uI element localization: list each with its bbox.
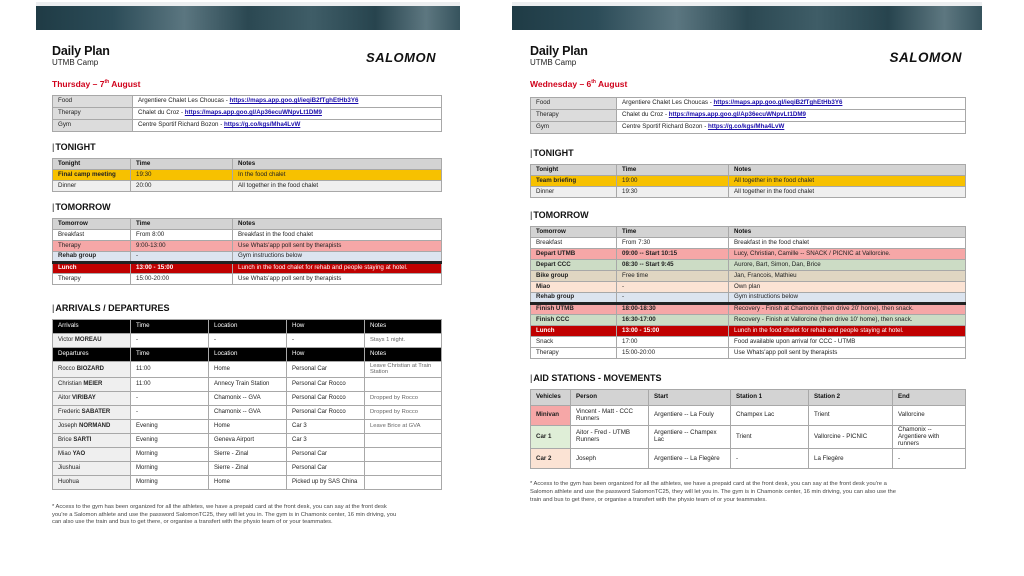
schedule-row	[53, 252, 442, 263]
notes-cell	[365, 433, 442, 447]
last-name: SABATER	[81, 408, 111, 415]
column-header: End	[893, 390, 966, 406]
section-title-tomorrow: | TOMORROW	[530, 210, 982, 220]
location-name: Chalet du Croz -	[622, 111, 669, 119]
first-name: Rocco	[58, 366, 77, 373]
column-header: Notes	[729, 165, 966, 176]
schedule-row	[531, 304, 966, 315]
column-header: Time	[617, 165, 729, 176]
map-link[interactable]: https://maps.app.goo.gl/ieqiB2fTghEtHb3Y6	[229, 97, 359, 105]
location-value	[617, 98, 966, 110]
location-value	[133, 96, 442, 108]
notes-cell: Recovery - Finish at Vallorcine (then drive 10' home), then snack.	[729, 315, 966, 326]
schedule-row	[531, 282, 966, 293]
activity-cell: Therapy	[53, 274, 131, 285]
end-cell: Chamonix -- Argentiere with runners	[893, 426, 966, 449]
location-value	[133, 108, 442, 120]
date-suffix: th	[591, 79, 596, 86]
person-row	[53, 419, 442, 433]
vehicle-cell: Car 2	[531, 449, 571, 469]
time-cell: Evening	[131, 419, 209, 433]
column-header: Notes	[233, 159, 442, 170]
location-row	[53, 96, 442, 108]
page-subtitle: UTMB Camp	[52, 58, 99, 67]
notes-cell: All together in the food chalet	[233, 181, 442, 192]
tomorrow-table	[52, 218, 442, 285]
column-header: Time	[131, 348, 209, 362]
first-name: Joseph	[58, 422, 80, 429]
how-cell: Personal Car Rocco	[287, 377, 365, 391]
salomon-logo: SALOMON	[889, 50, 962, 65]
location-label: Gym	[53, 120, 133, 132]
schedule-row	[53, 170, 442, 181]
time-cell: 19:30	[131, 170, 233, 181]
how-cell: Personal Car	[287, 461, 365, 475]
how-cell: Personal Car	[287, 447, 365, 461]
time-cell: 15:00-20:00	[131, 274, 233, 285]
location-label: Food	[53, 96, 133, 108]
person-name	[53, 362, 131, 378]
notes-cell: Food available upon arrival for CCC - UTMB	[729, 337, 966, 348]
location-value	[617, 110, 966, 122]
column-header: Time	[131, 219, 233, 230]
tonight-table	[52, 158, 442, 192]
time-cell: -	[617, 293, 729, 304]
last-name: VIRIBAY	[72, 394, 96, 401]
column-header: Notes	[365, 348, 442, 362]
activity-cell: Snack	[531, 337, 617, 348]
first-name: Brice	[58, 436, 74, 443]
time-cell: 9:00-13:00	[131, 241, 233, 252]
how-cell: Picked up by SAS China	[287, 475, 365, 489]
location-cell: Chamonix -- GVA	[209, 405, 287, 419]
schedule-row	[531, 260, 966, 271]
notes-cell: Lucy, Christian, Camille -- SNACK / PICNIC at Vallorcine.	[729, 249, 966, 260]
notes-cell: All together in the food chalet	[729, 176, 966, 187]
person-name	[53, 461, 131, 475]
activity-cell: Breakfast	[531, 238, 617, 249]
time-cell: 19:00	[617, 176, 729, 187]
person-name	[53, 447, 131, 461]
location-row	[531, 110, 966, 122]
location-cell: Home	[209, 475, 287, 489]
notes-cell: Recovery - Finish at Chamonix (then drive 20' home), then snack.	[729, 304, 966, 315]
page-date	[52, 79, 460, 89]
notes-cell: Dropped by Rocco	[365, 391, 442, 405]
schedule-row	[531, 238, 966, 249]
location-name: Argentiere Chalet Les Choucas -	[138, 97, 230, 105]
station2-cell: Trient	[809, 406, 893, 426]
location-row	[531, 98, 966, 110]
person-row	[53, 362, 442, 378]
activity-cell: Therapy	[53, 241, 131, 252]
person-row	[53, 334, 442, 348]
time-cell: -	[131, 252, 233, 263]
salomon-logo: SALOMON	[366, 50, 436, 65]
time-cell: 18:00-18:30	[617, 304, 729, 315]
tomorrow-table	[530, 226, 966, 359]
gym-access-footnote: * Access to the gym has been organized for all the athletes, we have a prepaid card at the front desk, you can say at the front desk you're a Salomon athlete and use the password SalomonTC25, they will let you in. The gym is in Chamonix center, 16 min driving, you can also use the train and bus to get there, or organise a transfert with the physio team of or your teammates.	[530, 481, 896, 504]
person-row	[53, 447, 442, 461]
notes-cell: In the food chalet	[233, 170, 442, 181]
location-value	[133, 120, 442, 132]
last-name: BIOZARD	[76, 366, 105, 373]
time-cell: -	[131, 405, 209, 419]
header-banner-image	[36, 2, 460, 30]
activity-cell: Depart UTMB	[531, 249, 617, 260]
column-header: Location	[209, 348, 287, 362]
person-name	[53, 475, 131, 489]
notes-cell: All together in the food chalet	[729, 187, 966, 198]
notes-cell: Use Whats'app poll sent by therapists	[233, 241, 442, 252]
column-header: How	[287, 320, 365, 334]
schedule-row	[531, 187, 966, 198]
schedule-row	[53, 181, 442, 192]
location-name: Argentiere Chalet Les Choucas -	[622, 99, 714, 107]
schedule-row	[531, 271, 966, 282]
schedule-row	[531, 348, 966, 359]
first-name: Aitor	[58, 394, 73, 401]
schedule-row	[53, 241, 442, 252]
notes-cell: Stays 1 night.	[365, 334, 442, 348]
locations-table	[52, 95, 442, 132]
column-header: Time	[131, 320, 209, 334]
vehicle-cell: Car 1	[531, 426, 571, 449]
schedule-row	[531, 337, 966, 348]
last-name: MOREAU	[74, 337, 102, 344]
station1-cell: -	[731, 449, 809, 469]
column-header: Tonight	[531, 165, 617, 176]
header-banner-image	[512, 2, 982, 30]
notes-cell: Gym instructions below	[729, 293, 966, 304]
column-header: Departures	[53, 348, 131, 362]
location-name: Centre Sportif Richard Bozon -	[622, 123, 708, 131]
start-cell: Argentiere -- La Flegère	[649, 449, 731, 469]
time-cell: 19:30	[617, 187, 729, 198]
column-header: Start	[649, 390, 731, 406]
first-name: Victor	[58, 337, 75, 344]
schedule-row	[53, 230, 442, 241]
daily-plan-page-thursday	[36, 0, 460, 576]
page-header	[36, 30, 460, 89]
vehicle-row	[531, 426, 966, 449]
notes-cell: Dropped by Rocco	[365, 405, 442, 419]
schedule-row	[531, 293, 966, 304]
activity-cell: Lunch	[531, 326, 617, 337]
time-cell: Morning	[131, 461, 209, 475]
person-row	[53, 377, 442, 391]
time-cell: 11:00	[131, 377, 209, 391]
notes-cell	[365, 461, 442, 475]
date-month: August	[596, 79, 628, 89]
map-link[interactable]: https://g.co/kgs/Mha4LvW	[707, 123, 785, 131]
how-cell: Car 3	[287, 419, 365, 433]
time-cell: Free time	[617, 271, 729, 282]
how-cell: Car 3	[287, 433, 365, 447]
last-name: MEIER	[83, 380, 103, 387]
time-cell: 15:00-20:00	[617, 348, 729, 359]
time-cell: From 7:30	[617, 238, 729, 249]
first-name: Miao	[58, 450, 73, 457]
vehicle-row	[531, 406, 966, 426]
time-cell: 13:00 - 15:00	[131, 263, 233, 274]
person-name	[53, 405, 131, 419]
activity-cell: Miao	[531, 282, 617, 293]
date-month: August	[109, 79, 141, 89]
location-cell: -	[209, 334, 287, 348]
column-header: Tonight	[53, 159, 131, 170]
map-link[interactable]: https://maps.app.goo.gl/Ap36ecuWNpvLt1DM9	[668, 111, 806, 119]
time-cell: 08:30 -- Start 9:45	[617, 260, 729, 271]
location-label: Therapy	[53, 108, 133, 120]
column-header: Station 1	[731, 390, 809, 406]
notes-cell	[365, 475, 442, 489]
column-header: Location	[209, 320, 287, 334]
time-cell: Evening	[131, 433, 209, 447]
column-header: Person	[571, 390, 649, 406]
section-title-tomorrow: | TOMORROW	[52, 202, 460, 212]
start-cell: Argentiere -- La Fouly	[649, 406, 731, 426]
time-cell: From 8:00	[131, 230, 233, 241]
notes-cell	[365, 447, 442, 461]
person-row	[53, 391, 442, 405]
activity-cell: Dinner	[531, 187, 617, 198]
notes-cell: Gym instructions below	[233, 252, 442, 263]
end-cell: -	[893, 449, 966, 469]
location-cell: Annecy Train Station	[209, 377, 287, 391]
last-name: YAO	[72, 450, 86, 457]
person-cell: Joseph	[571, 449, 649, 469]
vehicle-cell: Minivan	[531, 406, 571, 426]
section-header-row	[53, 348, 442, 362]
schedule-row	[531, 176, 966, 187]
daily-plan-page-wednesday	[512, 0, 982, 576]
station2-cell: La Flegère	[809, 449, 893, 469]
column-header: Station 2	[809, 390, 893, 406]
date-day: Wednesday – 6	[530, 79, 592, 89]
time-cell: -	[131, 334, 209, 348]
last-name: NORMAND	[79, 422, 111, 429]
schedule-row	[531, 326, 966, 337]
page-title: Daily Plan	[52, 44, 110, 58]
notes-cell: Aurore, Bart, Simon, Dan, Brice	[729, 260, 966, 271]
column-header: Tomorrow	[53, 219, 131, 230]
last-name: SARTI	[73, 436, 92, 443]
column-header: Tomorrow	[531, 227, 617, 238]
aid-stations-table	[530, 389, 966, 469]
end-cell: Vallorcine	[893, 406, 966, 426]
column-header: How	[287, 348, 365, 362]
location-row	[53, 108, 442, 120]
time-cell: 16:30-17:00	[617, 315, 729, 326]
activity-cell: Therapy	[531, 348, 617, 359]
location-cell: Geneva Airport	[209, 433, 287, 447]
person-name	[53, 433, 131, 447]
map-link[interactable]: https://maps.app.goo.gl/ieqiB2fTghEtHb3Y6	[713, 99, 843, 107]
notes-cell: Jan, Francois, Mathieu	[729, 271, 966, 282]
person-row	[53, 461, 442, 475]
location-cell: Sierre - Zinal	[209, 461, 287, 475]
activity-cell: Breakfast	[53, 230, 131, 241]
activity-cell: Rehab group	[531, 293, 617, 304]
notes-cell: Leave Christian at Train Station	[365, 362, 442, 378]
notes-cell: Use Whats'app poll sent by therapists	[233, 274, 442, 285]
location-value	[617, 122, 966, 134]
location-label: Therapy	[531, 110, 617, 122]
location-row	[53, 120, 442, 132]
locations-table	[530, 97, 966, 134]
time-cell: 20:00	[131, 181, 233, 192]
notes-cell: Lunch in the food chalet for rehab and people staying at hotel.	[729, 326, 966, 337]
section-title-aid-stations: | AID STATIONS - MOVEMENTS	[530, 373, 982, 383]
location-label: Food	[531, 98, 617, 110]
person-row	[53, 433, 442, 447]
person-row	[53, 475, 442, 489]
section-header-row	[53, 320, 442, 334]
how-cell: -	[287, 334, 365, 348]
time-cell: -	[131, 391, 209, 405]
person-name	[53, 391, 131, 405]
how-cell: Personal Car	[287, 362, 365, 378]
person-cell: Vincent - Matt - CCC Runners	[571, 406, 649, 426]
first-name: Frederic	[58, 408, 82, 415]
activity-cell: Bike group	[531, 271, 617, 282]
activity-cell: Finish UTMB	[531, 304, 617, 315]
map-link[interactable]: https://maps.app.goo.gl/Ap36ecuWNpvLt1DM9	[184, 109, 322, 117]
person-name	[53, 334, 131, 348]
date-day: Thursday – 7	[52, 79, 105, 89]
how-cell: Personal Car Rocco	[287, 405, 365, 419]
time-cell: Morning	[131, 447, 209, 461]
person-name	[53, 377, 131, 391]
page-subtitle: UTMB Camp	[530, 58, 577, 67]
start-cell: Argentiere -- Champex Lac	[649, 426, 731, 449]
notes-cell: Lunch in the food chalet for rehab and people staying at hotel.	[233, 263, 442, 274]
column-header: Notes	[365, 320, 442, 334]
time-cell: Morning	[131, 475, 209, 489]
section-title-tonight: | TONIGHT	[52, 142, 460, 152]
time-cell: -	[617, 282, 729, 293]
location-cell: Chamonix -- GVA	[209, 391, 287, 405]
page-title: Daily Plan	[530, 44, 588, 58]
activity-cell: Finish CCC	[531, 315, 617, 326]
column-header: Arrivals	[53, 320, 131, 334]
vehicle-row	[531, 449, 966, 469]
station1-cell: Trient	[731, 426, 809, 449]
location-cell: Sierre - Zinal	[209, 447, 287, 461]
how-cell: Personal Car Rocco	[287, 391, 365, 405]
activity-cell: Rehab group	[53, 252, 131, 263]
arrivals-departures-table	[52, 319, 442, 490]
first-name: Jiushuai	[58, 464, 81, 471]
time-cell: 13:00 - 15:00	[617, 326, 729, 337]
notes-cell: Breakfast in the food chalet	[233, 230, 442, 241]
first-name: Christian	[58, 380, 84, 387]
notes-cell: Use Whats'app poll sent by therapists	[729, 348, 966, 359]
activity-cell: Team briefing	[531, 176, 617, 187]
column-header: Time	[131, 159, 233, 170]
activity-cell: Final camp meeting	[53, 170, 131, 181]
column-header: Notes	[729, 227, 966, 238]
station2-cell: Vallorcine - PICNIC	[809, 426, 893, 449]
page-header	[512, 30, 982, 89]
column-header: Vehicles	[531, 390, 571, 406]
column-header: Notes	[233, 219, 442, 230]
location-cell: Home	[209, 362, 287, 378]
person-name	[53, 419, 131, 433]
schedule-row	[53, 274, 442, 285]
person-cell: Aitor - Fred - UTMB Runners	[571, 426, 649, 449]
activity-cell: Lunch	[53, 263, 131, 274]
location-row	[531, 122, 966, 134]
section-title-tonight: | TONIGHT	[530, 148, 982, 158]
activity-cell: Dinner	[53, 181, 131, 192]
tonight-table	[530, 164, 966, 198]
section-title-arrivals-departures: | ARRIVALS / DEPARTURES	[52, 303, 460, 313]
time-cell: 17:00	[617, 337, 729, 348]
location-label: Gym	[531, 122, 617, 134]
gym-access-footnote: * Access to the gym has been organized for all the athletes, we have a prepaid card at the front desk, you can say at the front desk you're a Salomon athlete and use the password SalomonTC25, they will let you in. The gym is in Chamonix center, 16 min driving, you can also use the train and bus to get there, or organise a transfert with the physio team of or your teammates.	[52, 503, 397, 526]
location-cell: Home	[209, 419, 287, 433]
map-link[interactable]: https://g.co/kgs/Mha4LvW	[223, 121, 301, 129]
activity-cell: Depart CCC	[531, 260, 617, 271]
notes-cell: Breakfast in the food chalet	[729, 238, 966, 249]
person-row	[53, 405, 442, 419]
location-name: Chalet du Croz -	[138, 109, 185, 117]
column-header: Time	[617, 227, 729, 238]
time-cell: 11:00	[131, 362, 209, 378]
notes-cell	[365, 377, 442, 391]
station1-cell: Champex Lac	[731, 406, 809, 426]
notes-cell: Own plan	[729, 282, 966, 293]
schedule-row	[531, 249, 966, 260]
schedule-row	[53, 263, 442, 274]
notes-cell: Leave Brice at GVA	[365, 419, 442, 433]
time-cell: 09:00 -- Start 10:15	[617, 249, 729, 260]
date-suffix: th	[104, 79, 110, 86]
location-name: Centre Sportif Richard Bozon -	[138, 121, 224, 129]
first-name: Huohua	[58, 478, 80, 485]
schedule-row	[531, 315, 966, 326]
page-date	[530, 79, 982, 89]
